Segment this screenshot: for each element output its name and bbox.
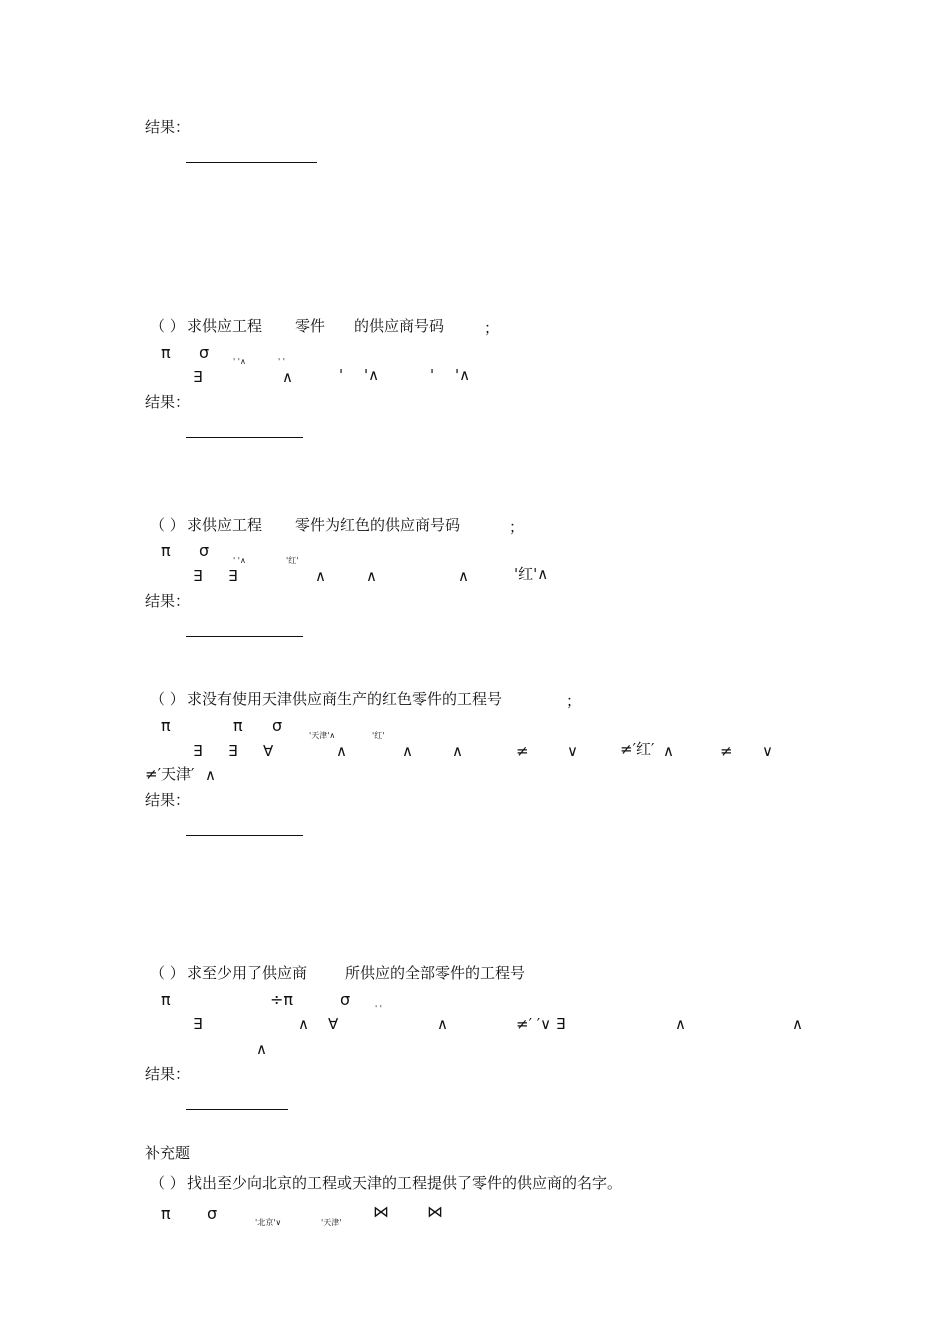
not-equal-symbol: ≠ bbox=[516, 742, 529, 760]
result-label: 结果： bbox=[145, 1065, 191, 1083]
exists-symbol: ∃ bbox=[193, 1015, 203, 1033]
natural-join-symbol: ⋈ bbox=[373, 1202, 389, 1221]
and-symbol: ∧ bbox=[256, 1040, 267, 1058]
selection-condition: ' ' bbox=[375, 1004, 382, 1013]
exists-symbol: ∃ bbox=[228, 742, 238, 760]
and-symbol: ∧ bbox=[663, 742, 674, 760]
and-symbol: ∧ bbox=[336, 742, 347, 760]
semicolon: ； bbox=[484, 319, 500, 337]
question-text: 求供应工程 bbox=[187, 317, 263, 335]
selection-condition: '天津'∧ bbox=[309, 731, 336, 740]
selection-condition: ' '∧ bbox=[233, 556, 246, 565]
result-label: 结果： bbox=[145, 118, 191, 136]
question-text: 求供应工程 bbox=[187, 516, 263, 534]
question-text: 的供应商号码 bbox=[354, 317, 445, 335]
projection-symbol: π bbox=[161, 716, 171, 735]
not-equal-symbol: ≠ bbox=[720, 742, 733, 760]
question-text: 找出至少向北京的工程或天津的工程提供了零件的供应商的名字。 bbox=[187, 1174, 623, 1192]
question-text: 零件 bbox=[295, 317, 326, 335]
answer-line bbox=[186, 1109, 288, 1110]
question-text: 求至少用了供应商 bbox=[187, 964, 308, 982]
quote-mark: ' bbox=[430, 366, 435, 384]
selection-symbol: σ bbox=[272, 716, 283, 735]
semicolon: ； bbox=[509, 518, 525, 536]
question-number: （ ） bbox=[150, 964, 185, 982]
question-text: 所供应的全部零件的工程号 bbox=[345, 964, 526, 982]
forall-symbol: ∀ bbox=[263, 742, 274, 760]
question-number: （ ） bbox=[150, 516, 185, 534]
selection-condition: ' '∧ bbox=[233, 357, 246, 366]
and-symbol: ∧ bbox=[298, 1015, 309, 1033]
question-number: （ ） bbox=[150, 1174, 185, 1192]
question-text: 求没有使用天津供应商生产的红色零件的工程号 bbox=[187, 690, 503, 708]
forall-symbol: ∀ bbox=[328, 1015, 339, 1033]
selection-symbol: σ bbox=[207, 1204, 218, 1223]
and-symbol: '∧ bbox=[455, 366, 471, 384]
question-text: 零件为红色的供应商号码 bbox=[295, 516, 461, 534]
selection-condition: '北京'∨ bbox=[255, 1218, 282, 1227]
answer-line bbox=[186, 636, 303, 637]
selection-symbol: σ bbox=[199, 541, 210, 560]
section-title: 补充题 bbox=[145, 1144, 191, 1162]
and-symbol: ∧ bbox=[402, 742, 413, 760]
and-symbol: ∧ bbox=[282, 368, 293, 386]
answer-line bbox=[186, 437, 303, 438]
exists-symbol: ∃ bbox=[193, 567, 203, 585]
quote-mark: ' bbox=[339, 366, 344, 384]
and-symbol: ∧ bbox=[205, 766, 216, 784]
result-label: 结果： bbox=[145, 592, 191, 610]
answer-line bbox=[186, 835, 303, 836]
natural-join-symbol: ⋈ bbox=[427, 1202, 443, 1221]
projection-symbol: π bbox=[161, 541, 171, 560]
projection-symbol: π bbox=[161, 343, 171, 362]
not-equal-or-exists: ≠′ ′∨ ∃ bbox=[516, 1015, 566, 1033]
or-symbol: ∨ bbox=[567, 742, 578, 760]
selection-condition: '红' bbox=[286, 556, 299, 565]
result-label: 结果： bbox=[145, 791, 191, 809]
exists-symbol: ∃ bbox=[228, 567, 238, 585]
and-symbol: ∧ bbox=[458, 567, 469, 585]
projection-symbol: π bbox=[233, 716, 243, 735]
color-condition: '红'∧ bbox=[514, 565, 549, 583]
selection-symbol: σ bbox=[340, 990, 351, 1009]
answer-line bbox=[186, 162, 317, 163]
exists-symbol: ∃ bbox=[193, 742, 203, 760]
division-projection: ÷π bbox=[270, 990, 294, 1009]
color-condition: ≠′红′ bbox=[620, 740, 655, 758]
and-symbol: ∧ bbox=[366, 567, 377, 585]
and-symbol: ∧ bbox=[675, 1015, 686, 1033]
and-symbol: ∧ bbox=[792, 1015, 803, 1033]
and-symbol: ∧ bbox=[452, 742, 463, 760]
question-number: （ ） bbox=[150, 317, 185, 335]
selection-condition: '天津' bbox=[321, 1218, 342, 1227]
and-symbol: ∧ bbox=[437, 1015, 448, 1033]
semicolon: ； bbox=[566, 692, 582, 710]
exists-symbol: ∃ bbox=[193, 368, 203, 386]
selection-condition: ' ' bbox=[278, 357, 285, 366]
selection-condition: '红' bbox=[372, 731, 385, 740]
result-label: 结果： bbox=[145, 393, 191, 411]
city-condition: ≠′天津′ bbox=[145, 765, 195, 783]
and-symbol: ∧ bbox=[315, 567, 326, 585]
projection-symbol: π bbox=[161, 990, 171, 1009]
projection-symbol: π bbox=[161, 1204, 171, 1223]
selection-symbol: σ bbox=[199, 343, 210, 362]
or-symbol: ∨ bbox=[762, 742, 773, 760]
question-number: （ ） bbox=[150, 690, 185, 708]
and-symbol: '∧ bbox=[364, 366, 380, 384]
